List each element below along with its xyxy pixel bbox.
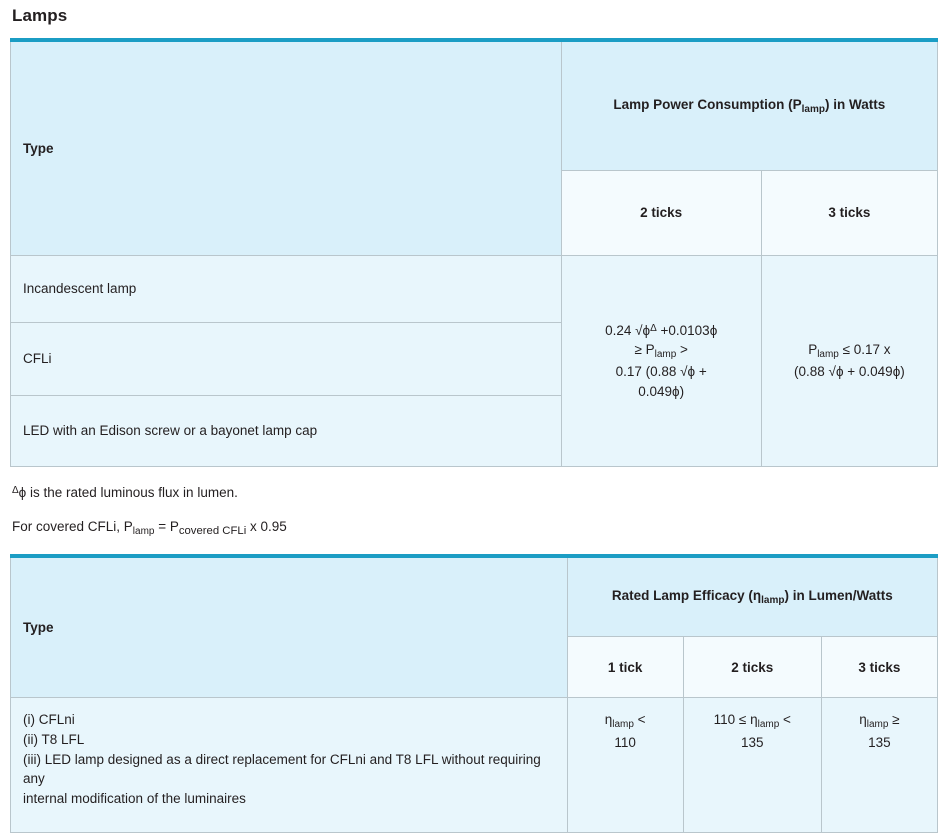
note-luminous-flux [12, 483, 938, 503]
table-row [11, 40, 938, 171]
table1-value-2ticks-l2sub: lamp [654, 348, 677, 360]
table1-value-3ticks-l2: (0.88 √ϕ + 0.049ϕ) [794, 364, 905, 380]
note-covered-mid: = P [154, 519, 179, 535]
table2-type-line-1: (ii) T8 LFL [23, 732, 85, 747]
table1-header-power-tail: ) in Watts [824, 96, 886, 112]
table2-value-2ticks-sub: lamp [757, 719, 780, 731]
table1-value-2ticks-l1: 0.24 √ϕ [605, 322, 651, 338]
table2-type-list [11, 698, 568, 833]
table2-value-3ticks-pre: ƞ [859, 712, 867, 728]
table2-subheader-2ticks: 2 ticks [683, 637, 821, 698]
table2-value-2ticks-l2: 135 [741, 734, 764, 750]
table1-value-3ticks-l1post: ≤ 0.17 x [838, 342, 891, 358]
table1-header-power-text: Lamp Power Consumption (P [613, 96, 802, 112]
table1-value-2ticks-l2pre: ≥ P [634, 342, 655, 358]
page-title: Lamps [12, 6, 68, 25]
table1-row-type-2: LED with an Edison screw or a bayonet lamp cap [11, 396, 562, 467]
table2-subheader-3ticks: 3 ticks [821, 637, 937, 698]
table2-header-efficacy-tail: ) in Lumen/Watts [784, 588, 893, 604]
table1-header-type: Type [11, 40, 562, 256]
table1-row-type-0: Incandescent lamp [11, 256, 562, 323]
table1-header-power [561, 40, 937, 171]
note-delta-sup: Δ [12, 484, 19, 496]
table2-value-1tick-pre: ƞ [604, 712, 613, 728]
table2-value-3ticks [821, 698, 937, 833]
table2-value-1tick-l2: 110 [614, 734, 636, 750]
table1-value-2ticks-sup: Δ [650, 322, 657, 334]
table2-value-3ticks-l2: 135 [868, 734, 891, 750]
table-row [11, 256, 938, 323]
table2-type-line-0: (i) CFLni [23, 712, 75, 728]
table-row [11, 698, 938, 833]
document-page [0, 6, 948, 833]
table1-subheader-3ticks: 3 ticks [761, 171, 937, 256]
table1-value-2ticks-l2post: > [676, 342, 688, 358]
table2-header-efficacy-text: Rated Lamp Efficacy (ƞ [611, 588, 762, 604]
table1-value-2ticks-l3: 0.17 (0.88 √ϕ + [615, 364, 707, 380]
table1-value-2ticks [561, 256, 761, 467]
table2-type-line-2: (iii) LED lamp designed as a direct replacement for CFLni and T8 LFL without requiring any [23, 751, 541, 787]
table2-value-2ticks [683, 698, 821, 833]
table1-header-power-sub: lamp [801, 103, 825, 115]
table1-subheader-2ticks: 2 ticks [561, 171, 761, 256]
lamp-efficacy-table [10, 554, 938, 833]
table1-value-2ticks-l1b: +0.0103ϕ [656, 322, 718, 338]
table2-value-3ticks-post: ≥ [888, 712, 900, 728]
table2-value-2ticks-pre: 110 ≤ ƞ [713, 712, 758, 728]
table2-value-2ticks-post: < [779, 712, 791, 728]
table1-value-3ticks-l1sub: lamp [817, 348, 839, 360]
lamp-efficacy-table-wrapper [10, 554, 938, 833]
note-covered-post: x 0.95 [246, 519, 287, 535]
table2-value-1tick-post: < [633, 712, 646, 728]
note-covered-pre: For covered CFLi, P [12, 519, 133, 535]
table1-value-3ticks-l1pre: P [808, 342, 818, 358]
table2-value-3ticks-sub: lamp [866, 719, 889, 731]
table2-header-efficacy-sub: lamp [761, 595, 785, 607]
table2-header-type: Type [11, 556, 568, 698]
note-covered-cfli [12, 517, 938, 540]
table2-subheader-1tick: 1 tick [567, 637, 683, 698]
table-row [11, 556, 938, 637]
table2-type-line-3: internal modification of the luminaires [23, 790, 246, 806]
table1-notes [12, 483, 938, 540]
table1-value-2ticks-l4: 0.049ϕ) [638, 383, 685, 399]
table2-value-1tick [567, 698, 683, 833]
note-covered-sub2: covered CFLi [178, 525, 247, 538]
table2-header-efficacy [567, 556, 937, 637]
lamp-power-consumption-table [10, 38, 938, 467]
table1-value-3ticks [761, 256, 937, 467]
note-luminous-flux-text: ϕ is the rated luminous flux in lumen. [18, 485, 238, 500]
table2-value-1tick-sub: lamp [612, 719, 634, 731]
note-covered-sub1: lamp [132, 526, 155, 538]
table1-row-type-1: CFLi [11, 323, 562, 396]
